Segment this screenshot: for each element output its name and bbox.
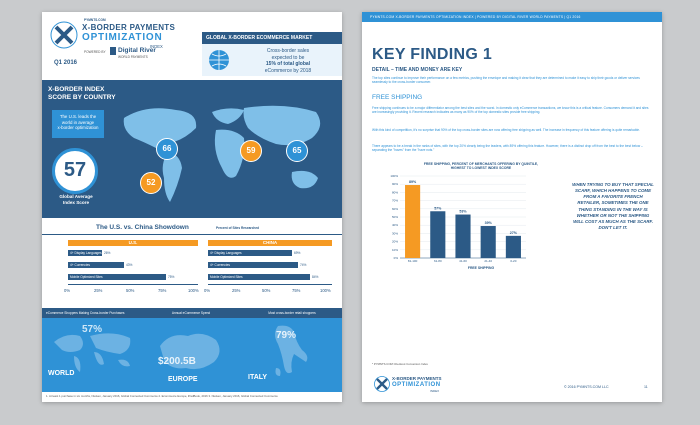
footer-logo-line2: OPTIMIZATION (392, 382, 441, 388)
paragraph-3: There appears to be a break in the ranks of sites, with the top 20% clearly being the leaders, with 89% offering this feature. However, there is a distinct drop off from the best to the best below – separating the "haves" from the "have nots." (372, 144, 643, 152)
world-label: WORLD (48, 370, 75, 377)
china-bar-currencies-label: 4+ Currencies (210, 263, 230, 267)
global-text-4: eCommerce by 2018 (264, 67, 312, 74)
page-title: KEY FINDING 1 (372, 46, 493, 63)
bottom-headers (42, 308, 342, 318)
europe-silhouette-icon (150, 326, 230, 378)
chart-bar-label: 89% (408, 180, 417, 185)
logo-line4: INDEX (150, 44, 163, 49)
chart-title-2: HIGHEST TO LOWEST INDEX SCORE (450, 166, 512, 171)
chart-y-tick: 60% (391, 206, 398, 211)
chart-x-tick: 81-100 (407, 259, 418, 263)
logo-line1: PYMNTS.COM (84, 18, 106, 22)
leads-text-2: world in average (61, 119, 95, 125)
logo-x-icon (50, 21, 78, 49)
score-label-1: Global Average (59, 194, 93, 199)
map-score-latam-value: 52 (146, 178, 156, 187)
map-score-usa (156, 138, 178, 160)
us-label: U.S. (68, 240, 198, 246)
quarter-label: Q1 2016 (54, 60, 78, 66)
chart-y-tick: 40% (391, 223, 398, 228)
us-tick-0: 0% (64, 288, 71, 293)
global-text-2: expected to be (271, 54, 305, 61)
score-label (46, 194, 106, 205)
chart-x-tick: 61-80 (433, 259, 442, 263)
world-silhouette-icon (50, 328, 136, 376)
logo-powered: POWERED BY (84, 50, 106, 54)
us-tick-100: 100% (188, 288, 199, 293)
europe-label: EUROPE (168, 376, 198, 383)
bottom-header-europe: Annual eCommerce Spend (171, 311, 211, 315)
chart-y-tick: 0% (393, 256, 398, 260)
chart-bar (506, 236, 521, 258)
us-bar-mobile-label: Mobile Optimized Sites (70, 275, 103, 279)
global-market-box (202, 44, 342, 76)
free-shipping-chart (376, 162, 566, 272)
globe-icon (208, 49, 230, 71)
china-bar-mobile-label: Mobile Optimized Sites (210, 275, 243, 279)
showdown-header (42, 224, 342, 235)
bottom-stats (42, 318, 342, 392)
chart-xlabel: FREE SHIPPING (467, 266, 495, 270)
global-score-value: 57 (63, 159, 87, 181)
map-score-europe-value: 59 (246, 146, 256, 155)
footer-logo-line1: X-BORDER PAYMENTS (392, 376, 442, 381)
europe-value: $200.5B (158, 356, 196, 367)
chart-bar (481, 226, 496, 258)
us-bar-languages-value: 26% (104, 251, 111, 255)
global-market-title: GLOBAL X-BORDER ECOMMERCE MARKET (206, 35, 313, 41)
logo-brand-sub: WORLD PAYMENTS (118, 55, 148, 59)
source-note: * PYMNTS.COM Checkout Conversion Index (372, 362, 428, 366)
china-bar-mobile-value: 84% (312, 275, 319, 279)
us-tick-25: 25% (94, 288, 103, 293)
china-tick-50: 50% (262, 288, 271, 293)
china-axis (208, 284, 332, 285)
china-tick-25: 25% (232, 288, 241, 293)
map-score-latam (140, 172, 162, 194)
china-tick-100: 100% (320, 288, 331, 293)
leads-box (52, 110, 104, 138)
bottom-header-italy: Most cross-border retail shoppers (268, 311, 316, 315)
chart-x-tick: 41-60 (459, 259, 467, 263)
china-bar-languages-value: 69% (294, 251, 301, 255)
map-score-asia (286, 140, 308, 162)
copyright: © 2016 PYMNTS.COM LLC (564, 385, 609, 389)
logo-brand: Digital River (118, 47, 156, 54)
chart-bar (405, 185, 420, 258)
showdown-subtitle: Percent of Sites Researched (216, 226, 260, 230)
paragraph-1: Free shipping continues to be a major differentiator among the best sites and the worst. In domestic only eCommerce transactions, we know this is a critical feature. Consumers demand it and sites are increasingly providing it. Recent research indicates as many as 90% of the top domestic sites provide free shipping. (372, 106, 649, 114)
intro-paragraph: The top sites continue to improve their performance on a few metrics, pushing the envelope and making it clear that they are determined to make it easy to ship their goods or deliver services seamlessly to the cross-border consumer. (372, 76, 640, 84)
page-header-bar (362, 12, 662, 22)
leads-text-1: The U.S. leads the (59, 114, 97, 119)
chart-x-tick: 21-40 (484, 259, 493, 263)
bottom-header-world: eCommerce Shoppers Making Cross-border Purchases (46, 311, 125, 315)
logo-line3: OPTIMIZATION (82, 32, 163, 43)
chart-bar-label: 27% (509, 230, 518, 235)
china-label: CHINA (208, 240, 332, 246)
footer-logo-x-icon (374, 376, 390, 392)
chart-y-tick: 70% (391, 198, 398, 203)
paragraph-2: With this kind of competition, it's no surprise that 90% of the top cross-border sites are now offering free shipping as well. The increase in frequency of this feature offering is quite remarkable. (372, 128, 640, 132)
digital-river-icon (110, 47, 116, 55)
us-bar-languages-label: 4+ Display Languages (70, 251, 102, 255)
map-score-asia-value: 65 (292, 146, 302, 155)
us-tick-50: 50% (126, 288, 135, 293)
infographic-page (42, 12, 342, 402)
footnotes: 1. At least 1 purchase in six months, Nielsen, January 2016, Global Connected Commerce 2. Ecommerce Europe, iPadBook, 2016 3. Nielsen, January 2016, Global Connected Commerce (46, 394, 278, 398)
leads-text-3: x-border optimization (57, 125, 99, 131)
chart-bar-label: 53% (459, 209, 467, 214)
china-tick-75: 75% (292, 288, 301, 293)
index-title-1: X-BORDER INDEX (48, 86, 105, 93)
pull-quote: WHEN TRYING TO BUY THAT SPECIAL SCARF, WHICH HAPPENS TO COME FROM A FAVORITE FRENCH RETAILER, SOMETIMES THE ONE THING STANDING IN THE WAY IS WHETHER OR NOT THE SHIPPING WILL COST AS MUCH AS THE SCARF. DON'T LET IT. (572, 182, 654, 231)
leads-text (55, 114, 101, 131)
logo-line2: X-BORDER PAYMENTS (82, 23, 176, 32)
page-subtitle: DETAIL – TIME AND MONEY ARE KEY (372, 67, 463, 73)
page-number: 11 (644, 385, 648, 389)
footer-logo (374, 374, 454, 396)
chart-bar-label: 57% (434, 206, 442, 211)
us-axis (68, 284, 198, 285)
chart-title-1: FREE SHIPPING, PERCENT OF MERCHANTS OFFERING BY QUINTILE, (423, 162, 539, 166)
china-bar-languages-label: 4+ Display Languages (210, 251, 242, 255)
global-market-header (202, 32, 342, 44)
section-heading: FREE SHIPPING (372, 94, 423, 101)
china-axis-ticks (204, 288, 338, 296)
score-label-2: Index Score (62, 199, 90, 205)
report-page (362, 12, 662, 402)
global-score-circle (52, 148, 98, 194)
world-value: 57% (82, 324, 103, 335)
page-header-text: PYMNTS.COM X-BORDER PAYMENTS OPTIMIZATION INDEX | POWERED BY DIGITAL RIVER WORLD PAYMENTS | Q1 2016 (370, 15, 581, 19)
italy-label: ITALY (248, 374, 268, 381)
chart-svg (376, 162, 566, 272)
us-axis-ticks (64, 288, 204, 296)
index-title-2: SCORE BY COUNTRY (48, 93, 116, 101)
index-logo (50, 18, 200, 73)
us-bar-currencies-label: 4+ Currencies (70, 263, 90, 267)
chart-y-tick: 90% (391, 182, 398, 187)
chart-bar (455, 215, 470, 258)
chart-y-tick: 20% (391, 239, 398, 244)
chart-y-tick: 10% (391, 247, 398, 252)
chart-y-tick: 100% (390, 174, 398, 178)
us-bar-currencies-value: 43% (126, 263, 133, 267)
chart-y-tick: 80% (391, 190, 398, 195)
global-text-3: 15% of total global (265, 61, 311, 67)
us-bar-mobile-value: 75% (168, 275, 175, 279)
china-bar-currencies-value: 74% (300, 263, 307, 267)
index-score-section (42, 80, 342, 218)
showdown-title: The U.S. vs. China Showdown (96, 224, 189, 231)
italy-value: 79% (276, 330, 297, 341)
chart-bar-label: 39% (484, 221, 492, 226)
chart-y-tick: 30% (391, 231, 398, 236)
footer-logo-line3: INDEX (430, 389, 440, 393)
chart-bar (430, 211, 445, 258)
global-market-text (238, 48, 338, 74)
us-tick-75: 75% (158, 288, 167, 293)
map-score-europe (240, 140, 262, 162)
chart-y-tick: 50% (391, 215, 398, 219)
global-text-1: Cross-border sales (266, 48, 310, 54)
chart-x-tick: 0-20 (510, 259, 517, 263)
map-score-usa-value: 66 (162, 144, 172, 153)
china-tick-0: 0% (204, 288, 211, 293)
index-title (48, 86, 116, 102)
